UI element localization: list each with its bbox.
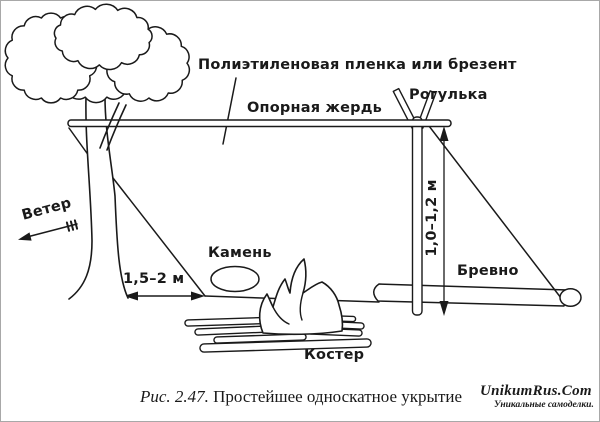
log-shape (374, 284, 568, 306)
height-dimension-label: 1,0–1,2 м (424, 179, 441, 257)
tree-trunk (69, 97, 128, 299)
fork-label: Рогулька (409, 87, 488, 103)
flame-icon (260, 259, 343, 334)
span-dimension-label: 1,5–2 м (123, 271, 185, 287)
film-label: Полиэтиленовая пленка или брезент (198, 57, 517, 73)
log-end-cap (560, 289, 581, 307)
figure-title: Простейшее односкатное укрытие (208, 387, 463, 406)
pole-label: Опорная жердь (247, 100, 382, 116)
watermark-site: UnikumRus.Com (480, 383, 592, 399)
fire-label: Костер (304, 347, 365, 363)
watermark-tagline: Уникальные самоделки. (494, 400, 594, 410)
stone-shape (211, 267, 259, 292)
support-pole (68, 120, 451, 127)
wind-label: Ветер (20, 195, 74, 224)
log-label: Бревно (457, 263, 519, 279)
film-leader-line (223, 78, 236, 144)
span-dimension-arrow (124, 292, 205, 301)
stone-label: Камень (208, 245, 272, 261)
tree-canopy (5, 4, 189, 103)
figure-number: Рис. 2.47. (139, 387, 209, 406)
